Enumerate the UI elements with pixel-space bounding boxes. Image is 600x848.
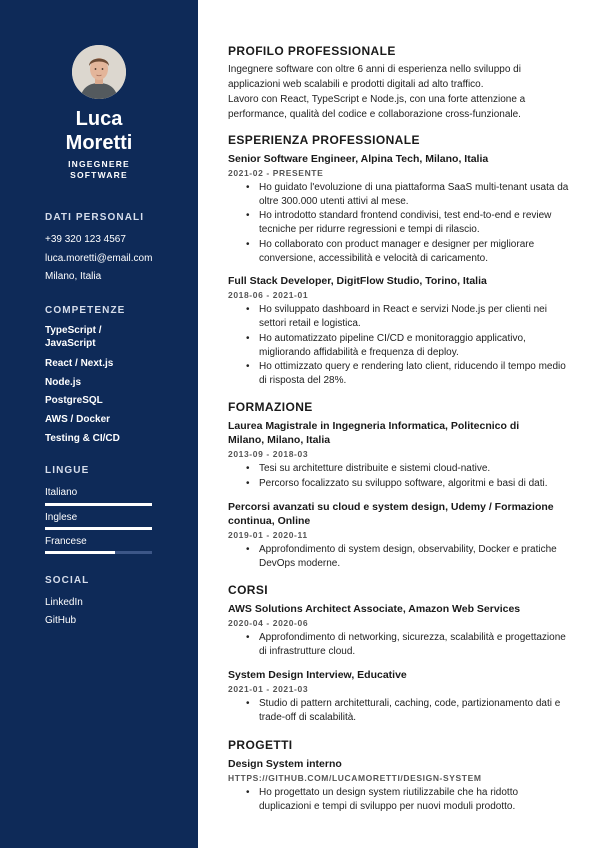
course-title: AWS Solutions Architect Associate, Amazon Web Services [228, 603, 521, 615]
course-bullet: • Studio di pattern architetturali, caching, code, partizionamento dati e trade-off di scalabilità. [246, 697, 573, 726]
language-name: Inglese [45, 512, 78, 523]
sidebar [0, 0, 198, 848]
language-level-fill [45, 527, 152, 530]
social-linkedin-link[interactable]: LinkedIn [45, 597, 83, 608]
language-name: Italiano [45, 487, 78, 498]
course-bullet: • Approfondimento di networking, sicurezza, scalabilità e progettazione di infrastrutture cloud. [246, 631, 573, 660]
language-level-fill [45, 551, 115, 554]
skill-item: Node.js [45, 377, 82, 388]
education-bullet: • Tesi su architetture distribuite e sistemi cloud-native. [246, 462, 573, 476]
language-level-bar [45, 551, 152, 554]
role-line-1: INGEGNERE [68, 159, 130, 169]
language-level-bar [45, 503, 152, 506]
location: Milano, Italia [45, 271, 102, 282]
job-title: Full Stack Developer, DigitFlow Studio, Torino, Italia [228, 275, 487, 287]
last-name: Moretti [65, 132, 133, 154]
language-level-fill [45, 503, 152, 506]
job-bullet: • Ho automatizzato pipeline CI/CD e monitoraggio applicativo, migliorando affidabilità e frequenza di deploy. [246, 332, 573, 361]
first-name: Luca [75, 108, 123, 130]
social-github-link[interactable]: GitHub [45, 615, 77, 626]
project-link[interactable]: HTTPS://GITHUB.COM/LUCAMORETTI/DESIGN-SYSTEM [228, 773, 482, 783]
job-bullet: • Ho collaborato con product manager e designer per migliorare conversione, accessibilità e velocità di caricamento. [246, 238, 573, 267]
languages-heading: LINGUE [45, 465, 90, 476]
education-bullet: • Approfondimento di system design, observability, Docker e pratiche DevOps moderne. [246, 543, 573, 572]
education-dates: 2013-09 - 2018-03 [228, 449, 309, 459]
profile-text: Ingegnere software con oltre 6 anni di esperienza nello sviluppo di applicazioni web scalabili e prodotti digitali ad alto traffico. [228, 64, 521, 90]
skill-item: TypeScript / JavaScript [45, 325, 102, 349]
course-title: System Design Interview, Educative [228, 669, 407, 681]
personal-heading: DATI PERSONALI [45, 212, 145, 223]
job-dates: 2018-06 - 2021-01 [228, 290, 309, 300]
person-photo-icon [72, 45, 126, 99]
project-title: Design System interno [228, 758, 342, 770]
course-dates: 2021-01 - 2021-03 [228, 684, 309, 694]
projects-heading: PROGETTI [228, 738, 293, 752]
language-level-bar [45, 527, 152, 530]
education-title: continua, Online [228, 515, 311, 527]
skill-item: React / Next.js [45, 358, 114, 369]
skill-item: AWS / Docker [45, 414, 111, 425]
job-bullet: • Ho sviluppato dashboard in React e servizi Node.js per clienti nei settori retail e logistica. [246, 303, 573, 332]
education-title: Percorsi avanzati su cloud e system design, Udemy / Formazione [228, 501, 554, 513]
courses-heading: CORSI [228, 583, 269, 597]
language-name: Francese [45, 536, 87, 547]
email: luca.moretti@email.com [45, 253, 153, 264]
job-bullet: • Ho ottimizzato query e rendering lato client, riducendo il tempo medio di risposta del 28%. [246, 360, 573, 389]
skill-item: PostgreSQL [45, 395, 103, 406]
job-dates: 2021-02 - PRESENTE [228, 168, 324, 178]
education-dates: 2019-01 - 2020-11 [228, 530, 308, 540]
profile-heading: PROFILO PROFESSIONALE [228, 44, 396, 58]
education-bullet: • Percorso focalizzato su sviluppo software, algoritmi e basi di dati. [246, 477, 573, 491]
profile-text: Lavoro con React, TypeScript e Node.js, con una forte attenzione a performance, qualità del codice e collaborazione cross-funzionale. [228, 94, 526, 120]
job-bullet: • Ho introdotto standard frontend condivisi, test end-to-end e review tecniche per ridurre regressioni e tempi di rilascio. [246, 209, 573, 238]
education-title: Milano, Milano, Italia [228, 434, 331, 446]
job-title: Senior Software Engineer, Alpina Tech, Milano, Italia [228, 153, 489, 165]
avatar [72, 45, 126, 99]
experience-heading: ESPERIENZA PROFESSIONALE [228, 133, 420, 147]
phone: +39 320 123 4567 [45, 234, 126, 245]
social-heading: SOCIAL [45, 575, 90, 586]
course-dates: 2020-04 - 2020-06 [228, 618, 309, 628]
education-heading: FORMAZIONE [228, 400, 313, 414]
role-line-2: SOFTWARE [70, 170, 128, 180]
job-bullet: • Ho guidato l'evoluzione di una piattaforma SaaS multi-tenant usata da oltre 300.000 utenti attivi al mese. [246, 181, 573, 210]
skills-heading: COMPETENZE [45, 305, 126, 316]
education-title: Laurea Magistrale in Ingegneria Informatica, Politecnico di [228, 420, 520, 432]
skill-item: Testing & CI/CD [45, 433, 120, 444]
project-bullet: • Ho progettato un design system riutilizzabile che ha ridotto duplicazioni e tempi di sviluppo per nuovi moduli prodotto. [246, 786, 573, 815]
